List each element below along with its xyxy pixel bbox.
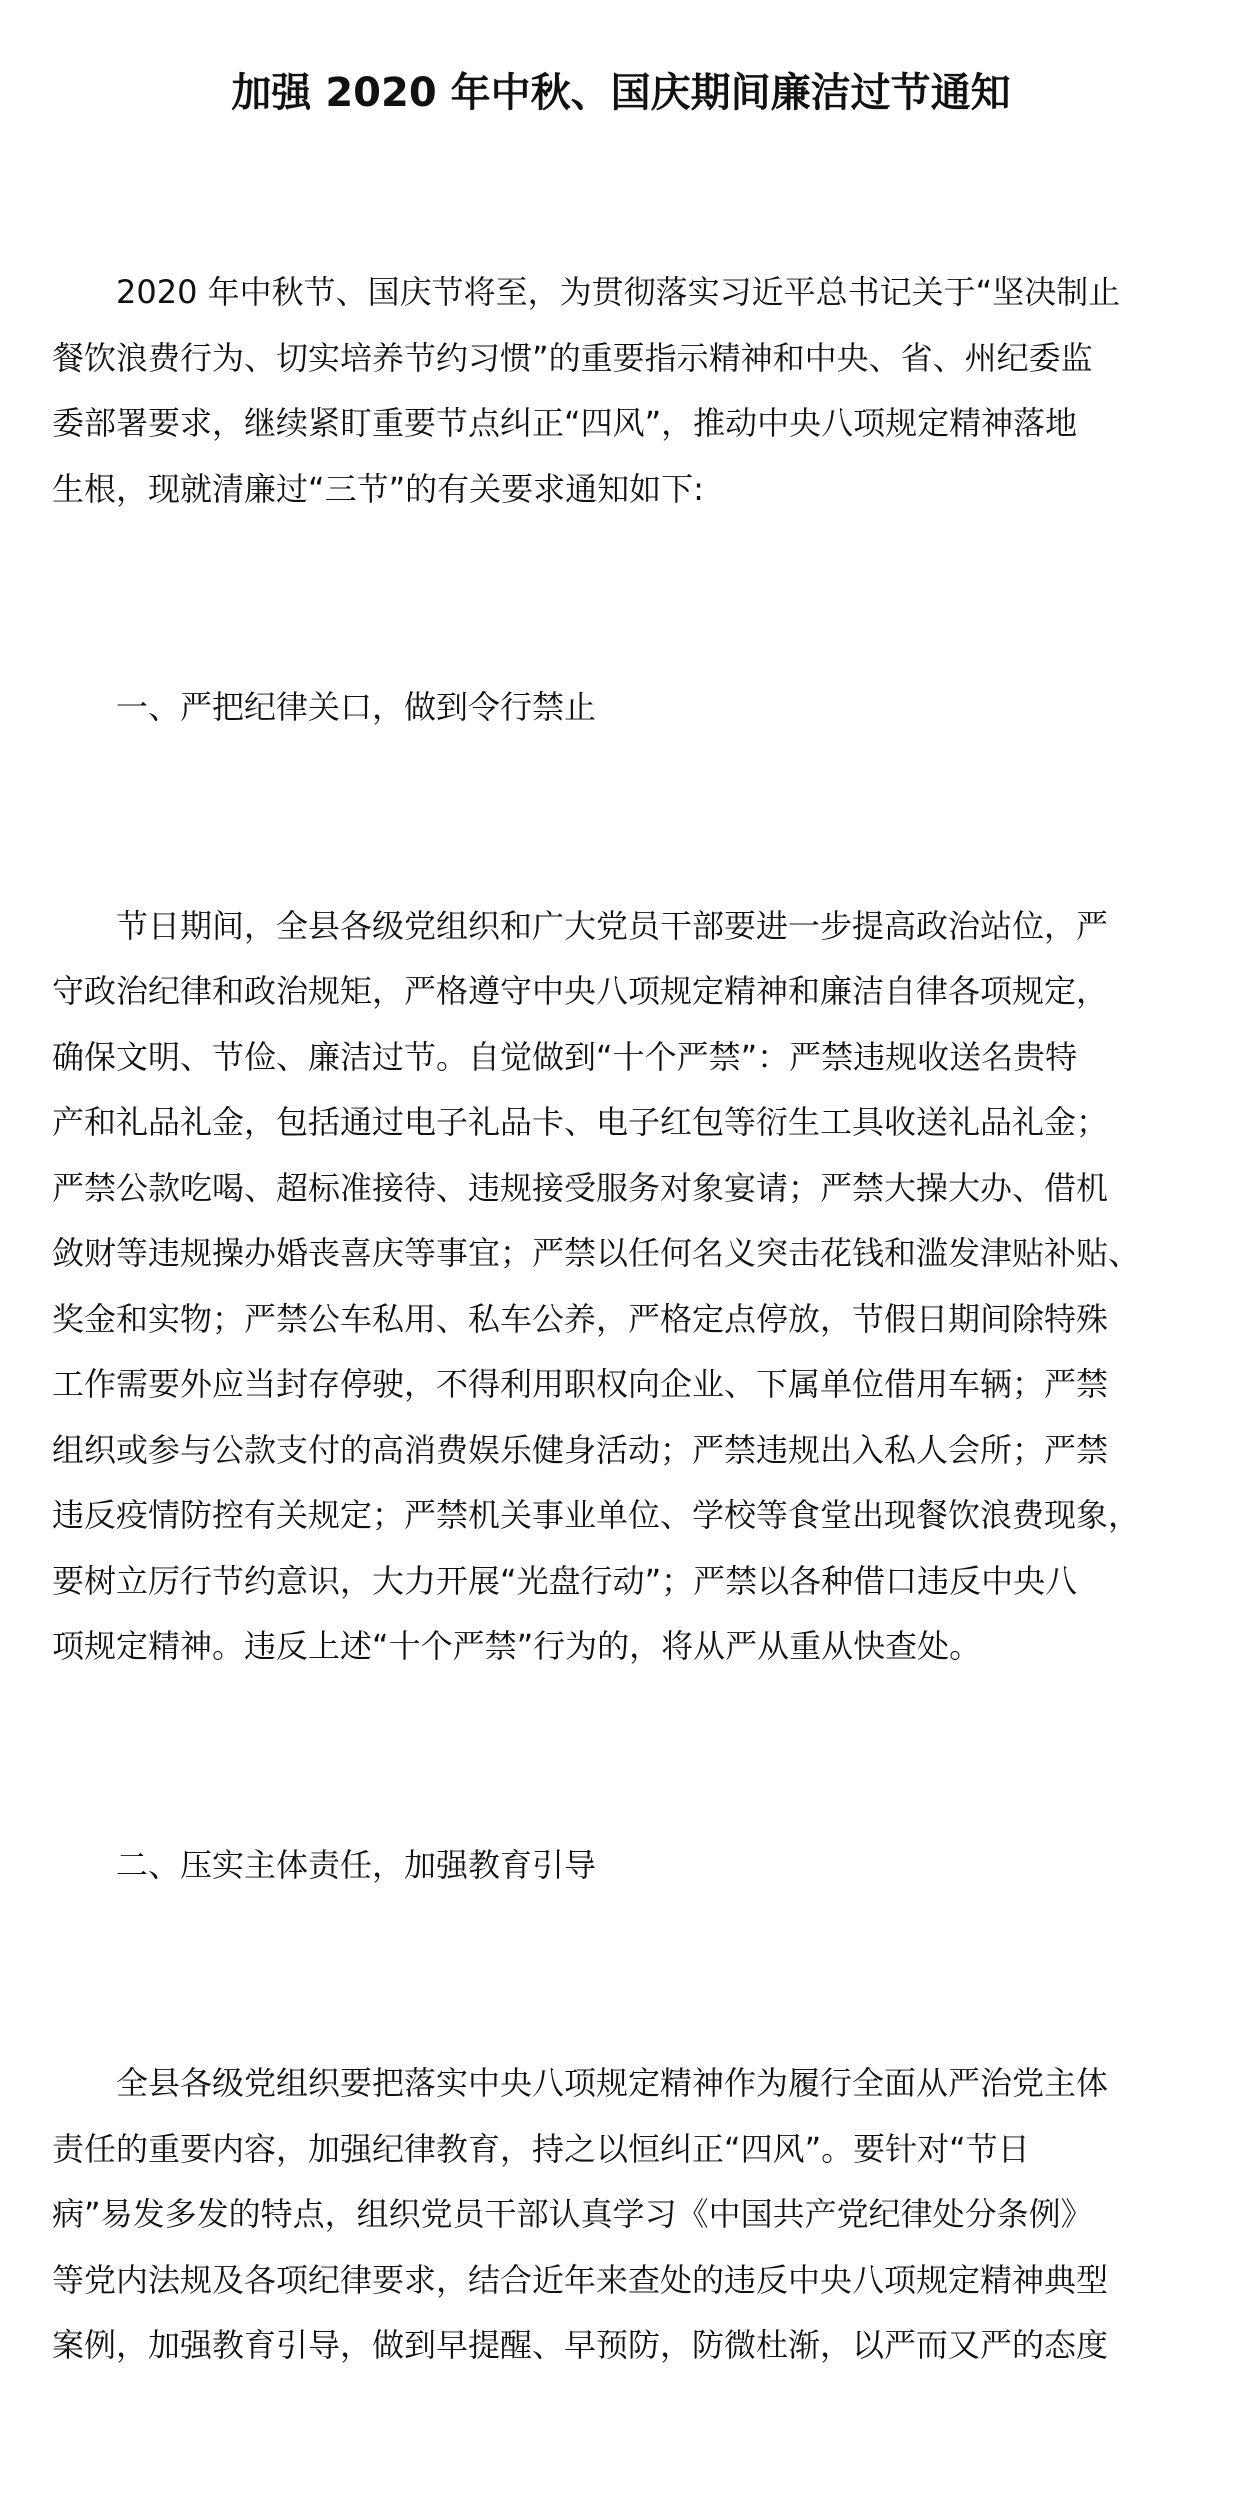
text-line: 生根，现就清廉过“三节”的有关要求通知如下:	[52, 469, 704, 508]
intro-paragraph	[52, 129, 1190, 653]
document-page	[52, 58, 1190, 2510]
text-line: 严禁公款吃喝、超标准接待、违规接受服务对象宴请；严禁大操大办、借机	[52, 1168, 1109, 1207]
text-line: 违反疫情防控有关规定；严禁机关事业单位、学校等食堂出现餐饮浪费现象，	[52, 1496, 1141, 1534]
text-line: 工作需要外应当封存停驶，不得利用职权向企业、下属单位借用车辆；严禁	[52, 1365, 1109, 1403]
text-line: 案例，加强教育引导，做到早提醒、早预防，防微杜渐，以严而又严的态度	[52, 2326, 1109, 2364]
text-line: 节日期间，全县各级党组织和广大党员干部要进一步提高政治站位，严	[116, 906, 1109, 945]
text-line: 奖金和实物；严禁公车私用、私车公养，严格定点停放，节假日期间除特殊	[52, 1299, 1109, 1338]
section1-paragraph	[52, 763, 1190, 1811]
document-title: 加强 2020 年中秋、国庆期间廉洁过节通知	[231, 70, 1011, 116]
section2-paragraph	[52, 1920, 1190, 2510]
section-heading-1: 一、严把纪律关口，做到令行禁止	[116, 688, 597, 726]
text-line: 2020 年中秋节、国庆节将至，为贯彻落实习近平总书记关于“坚决制止	[116, 273, 1121, 311]
text-line: 等党内法规及各项纪律要求，结合近年来查处的违反中央八项规定精神典型	[52, 2260, 1109, 2299]
text-line: 守政治纪律和政治规矩，严格遵守中央八项规定精神和廉洁自律各项规定，	[52, 972, 1109, 1010]
text-line: 责任的重要内容，加强纪律教育，持之以恒纠正“四风”。要针对“节日	[52, 2129, 1030, 2168]
text-line: 产和礼品礼金，包括通过电子礼品卡、电子红包等衍生工具收送礼品礼金；	[52, 1103, 1109, 1141]
text-line: 委部署要求，继续紧盯重要节点纠正“四风”，推动中央八项规定精神落地	[52, 404, 1078, 442]
text-line: 全县各级党组织要把落实中央八项规定精神作为履行全面从严治党主体	[116, 2064, 1109, 2102]
text-line: 敛财等违规操办婚丧喜庆等事宜；严禁以任何名义突击花钱和滥发津贴补贴、	[52, 1234, 1141, 1272]
text-line: 确保文明、节俭、廉洁过节。自觉做到“十个严禁”：严禁违规收送名贵特	[52, 1037, 1078, 1076]
text-line: 餐饮浪费行为、切实培养节约习惯”的重要指示精神和中央、省、州纪委监	[52, 338, 1093, 377]
text-line: 项规定精神。违反上述“十个严禁”行为的，将从严从重从快查处。	[52, 1627, 982, 1665]
text-line: 要树立厉行节约意识，大力开展“光盘行动”；严禁以各种借口违反中央八	[52, 1561, 1078, 1600]
text-line: 病”易发多发的特点，组织党员干部认真学习《中国共产党纪律处分条例》	[52, 2195, 1093, 2233]
text-line: 组织或参与公款支付的高消费娱乐健身活动；严禁违规出入私人会所；严禁	[52, 1430, 1109, 1469]
section-heading-2: 二、压实主体责任，加强教育引导	[116, 1845, 597, 1884]
